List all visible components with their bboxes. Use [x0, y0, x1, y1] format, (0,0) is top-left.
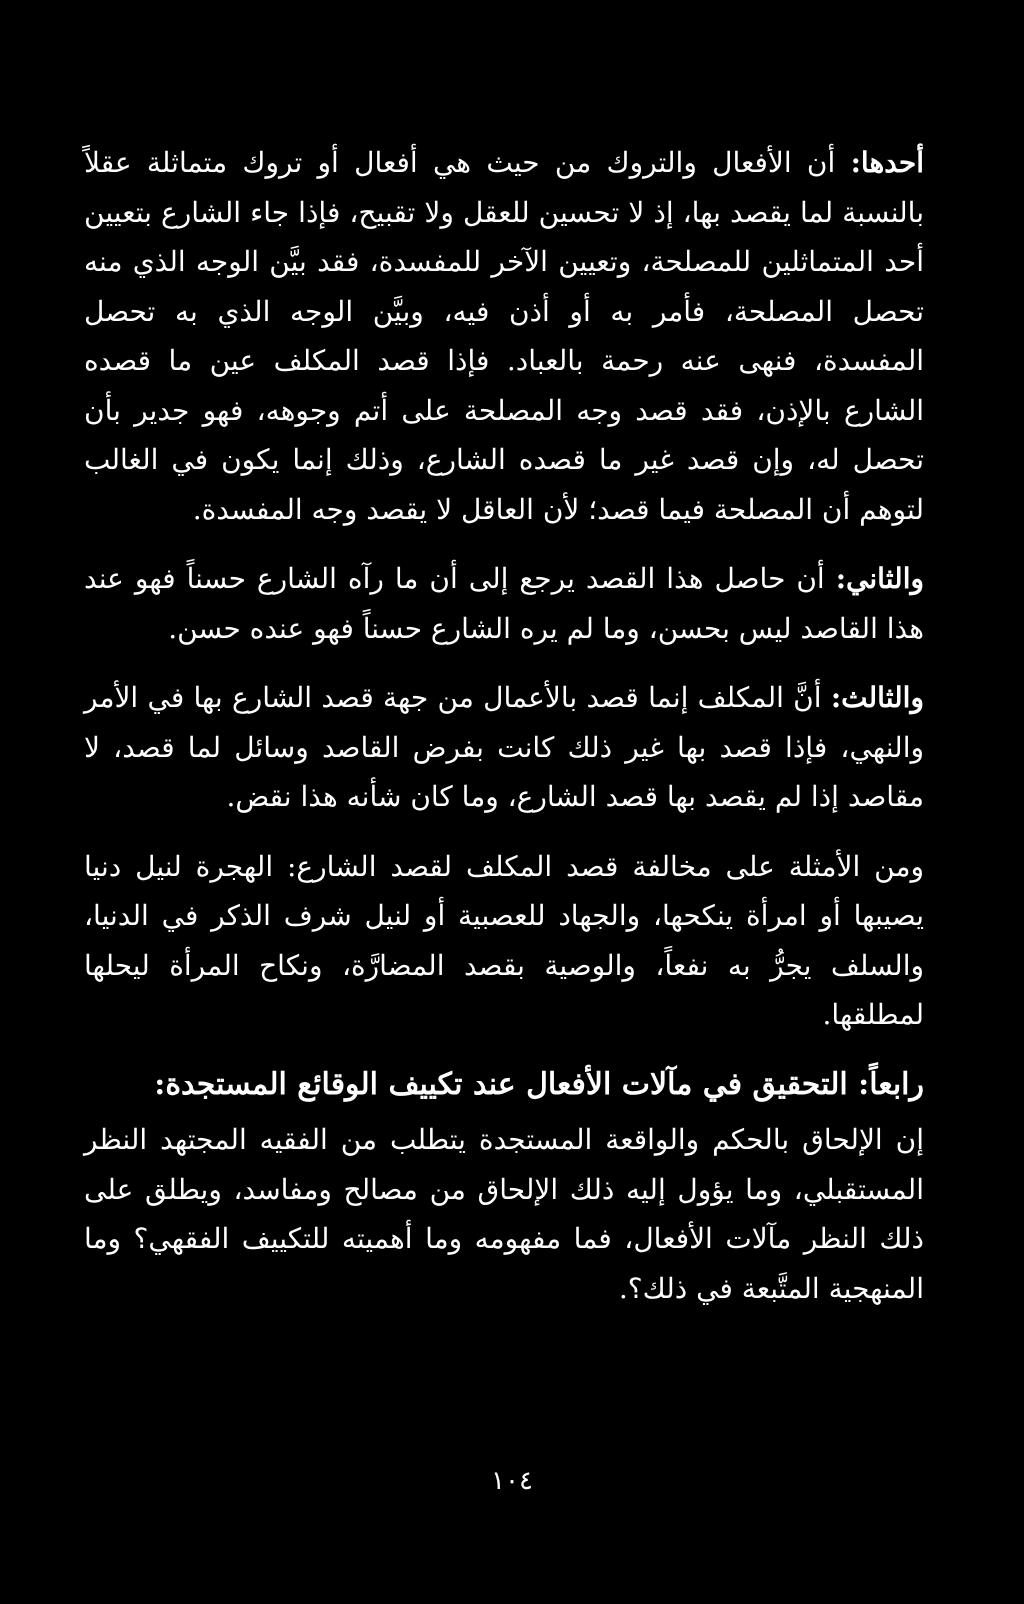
paragraph-text-second: أن حاصل هذا القصد يرجع إلى أن ما رآه الشارع حسناً فهو عند هذا القاصد ليس بحسن، وما لم يره الشارع حسناً فهو عنده حسن. — [84, 562, 924, 645]
section-heading-fourth: رابعاً: التحقيق في مآلات الأفعال عند تكييف الوقائع المستجدة: — [154, 1066, 924, 1102]
paragraph-heading-second: والثاني: — [835, 562, 924, 595]
paragraph-text-section-fourth: إن الإلحاق بالحكم والواقعة المستجدة يتطلب من الفقيه المجتهد النظر المستقبلي، وما يؤول إليه ذلك الإلحاق من مصالح ومفاسد، ويطلق على ذلك النظر مآلات الأفعال، فما مفهومه وما أهميته للتكييف الفقهي؟ وما المنهجية المتَّبعة في ذلك؟. — [84, 1123, 924, 1305]
paragraph-gap — [84, 653, 924, 673]
paragraph-section-fourth — [84, 1115, 924, 1313]
paragraph-text-first: أن الأفعال والتروك من حيث هي أفعال أو تروك متماثلة عقلاً بالنسبة لما يقصد بها، إذ لا تحسين للعقل ولا تقبيح، فإذا جاء الشارع بتعيين أحد المتماثلين للمصلحة، وتعيين الآخر للمفسدة، فقد بيَّن الوجه الذي منه تحصل المصلحة، فأمر به أو أذن فيه، وبيَّن الوجه الذي به تحصل المفسدة، فنهى عنه رحمة بالعباد. فإذا قصد المكلف عين ما قصده الشارع بالإذن، فقد قصد وجه المصلحة على أتم وجوهه، فهو جدير بأن تحصل له، وإن قصد غير ما قصده الشارع، وذلك إنما يكون في الغالب لتوهم أن المصلحة فيما قصد؛ لأن العاقل لا يقصد وجه المفسدة. — [84, 146, 924, 526]
paragraph-examples — [84, 842, 924, 1040]
paragraph-heading-first: أحدها: — [850, 146, 924, 179]
paragraph-heading-third: والثالث: — [830, 681, 924, 714]
paragraph-gap — [84, 534, 924, 554]
paragraph-gap — [84, 1040, 924, 1060]
paragraph-text-third: أنَّ المكلف إنما قصد بالأعمال من جهة قصد الشارع بها في الأمر والنهي، فإذا قصد بها غير ذلك كانت بفرض القاصد وسائل لما قصد، لا مقاصد إذا لم يقصد بها قصد الشارع، وما كان شأنه هذا نقض. — [84, 681, 924, 813]
paragraph-text-examples: ومن الأمثلة على مخالفة قصد المكلف لقصد الشارع: الهجرة لنيل دنيا يصيبها أو امرأة ينكحها، والجهاد للعصبية أو لنيل شرف الذكر في الدنيا، والسلف يجرُّ به نفعاً، والوصية بقصد المضارَّة، ونكاح المرأة ليحلها لمطلقها. — [84, 849, 924, 1031]
paragraph-first-reason — [84, 138, 924, 534]
paragraph-third-reason — [84, 673, 924, 822]
paragraph-second-reason — [84, 554, 924, 653]
paragraph-gap — [84, 822, 924, 842]
page-number: ١٠٤ — [491, 1466, 533, 1496]
body-text — [84, 138, 924, 1313]
